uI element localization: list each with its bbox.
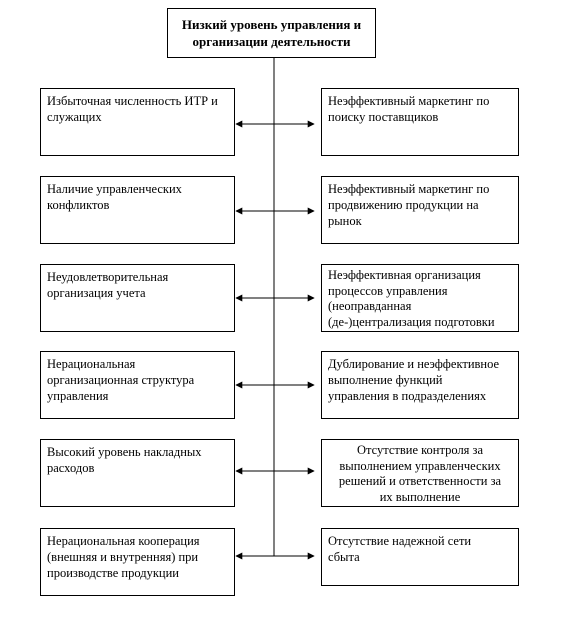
right-box-1: Неэффективный маркетинг по поиску поставщиков (321, 88, 519, 156)
right-box-3: Неэффективная организация процессов управления (неоправданная (де-)централизация подготовки (321, 264, 519, 332)
diagram-title-box: Низкий уровень управления и организации деятельности (167, 8, 376, 58)
right-box-4: Дублирование и неэффективное выполнение функций управления в подразделениях (321, 351, 519, 419)
left-box-1: Избыточная численность ИТР и служащих (40, 88, 235, 156)
left-box-4: Нерациональная организационная структура управления (40, 351, 235, 419)
left-box-3: Неудовлетворительная организация учета (40, 264, 235, 332)
left-box-5: Высокий уровень накладных расходов (40, 439, 235, 507)
left-box-6: Нерациональная кооперация (внешняя и внутренняя) при производстве продукции (40, 528, 235, 596)
right-box-6: Отсутствие надежной сети сбыта (321, 528, 519, 586)
right-box-2: Неэффективный маркетинг по продвижению продукции на рынок (321, 176, 519, 244)
right-box-5: Отсутствие контроля за выполнением управленческих решений и ответственности за их выполнение (321, 439, 519, 507)
left-box-2: Наличие управленческих конфликтов (40, 176, 235, 244)
